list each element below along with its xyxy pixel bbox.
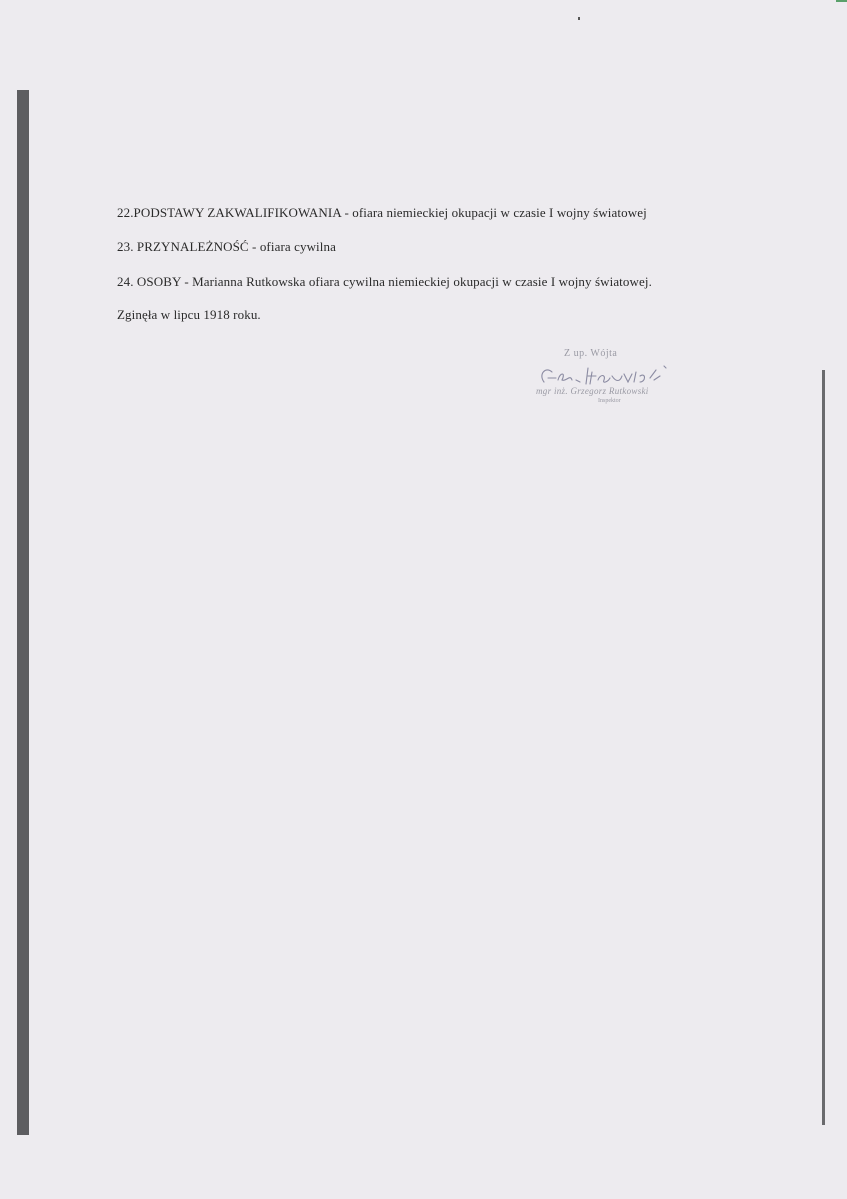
official-stamp — [508, 348, 688, 408]
scan-dot — [578, 17, 580, 20]
corner-mark — [836, 0, 847, 2]
document-line-24: 24. OSOBY - Marianna Rutkowska ofiara cywilna niemieckiej okupacji w czasie I wojny światowej. — [117, 274, 652, 289]
stamp-header: Z up. Wójta — [564, 348, 618, 359]
document-line-death-date: Zginęła w lipcu 1918 roku. — [117, 307, 261, 322]
scan-edge-left — [17, 90, 29, 1135]
document-line-23: 23. PRZYNALEŻNOŚĆ - ofiara cywilna — [117, 239, 336, 254]
document-line-22: 22.PODSTAWY ZAKWALIFIKOWANIA - ofiara niemieckiej okupacji w czasie I wojny światowej — [117, 205, 647, 220]
stamp-role: Inspektor — [598, 398, 621, 404]
stamp-name: mgr inż. Grzegorz Rutkowski — [536, 386, 649, 396]
scan-edge-right — [822, 370, 825, 1125]
